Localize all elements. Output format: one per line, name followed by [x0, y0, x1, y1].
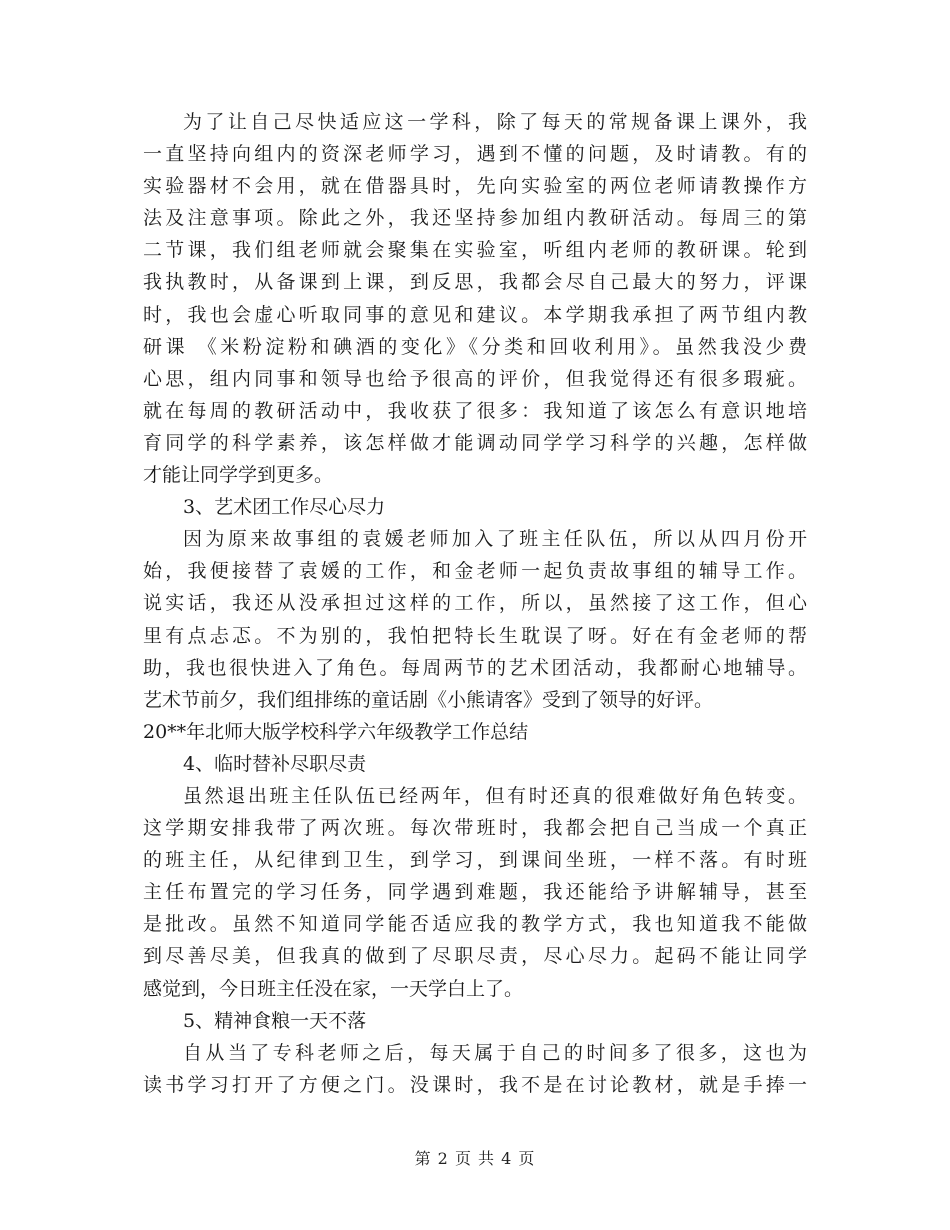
text-line: 虽然退出班主任队伍已经两年，但有时还真的很难做好角色转变。: [183, 784, 807, 807]
text-line: 二节课，我们组老师就会聚集在实验室，听组内老师的教研课。轮到: [143, 239, 807, 262]
text-line: 就在每周的教研活动中，我收获了很多：我知道了该怎么有意识地培: [143, 399, 807, 422]
text-line: 我执教时，从备课到上课，到反思，我都会尽自己最大的努力，评课: [143, 271, 807, 294]
text-line: 才能让同学学到更多。: [143, 464, 334, 487]
text-line: 育同学的科学素养，该怎样做才能调动同学学习科学的兴趣，怎样做: [143, 431, 807, 454]
text-line: 的班主任，从纪律到卫生，到学习，到课间坐班，一样不落。有时班: [143, 849, 807, 872]
text-line: 到尽善尽美，但我真的做到了尽职尽责，尽心尽力。起码不能让同学: [143, 945, 807, 968]
text-line: 是批改。虽然不知道同学能否适应我的教学方式，我也知道我不能做: [143, 913, 807, 936]
text-line: 始，我便接替了袁媛的工作，和金老师一起负责故事组的辅导工作。: [143, 560, 807, 583]
text-line: 研课 《米粉淀粉和碘酒的变化》《分类和回收利用》。虽然我没少费: [143, 335, 807, 358]
text-line: 一直坚持向组内的资深老师学习，遇到不懂的问题，及时请教。有的: [143, 143, 807, 166]
text-line: 说实话，我还从没承担过这样的工作，所以，虽然接了这工作，但心: [143, 592, 807, 615]
text-line: 心思，组内同事和领导也给予很高的评价，但我觉得还有很多瑕疵。: [143, 367, 807, 390]
text-line: 为了让自己尽快适应这一学科，除了每天的常规备课上课外，我: [183, 111, 807, 133]
text-line: 自从当了专科老师之后，每天属于自己的时间多了很多，这也为: [183, 1041, 807, 1064]
text-line: 主任布置完的学习任务，同学遇到难题，我还能给予讲解辅导，甚至: [143, 881, 807, 904]
section-heading: 4、临时替补尽职尽责: [183, 752, 367, 775]
page-number-footer: 第 2 页 共 4 页: [414, 1149, 536, 1168]
section-heading: 3、艺术团工作尽心尽力: [183, 496, 386, 519]
text-line: 感觉到，今日班主任没在家，一天学白上了。: [143, 977, 524, 1000]
text-line: 法及注意事项。除此之外，我还坚持参加组内教研活动。每周三的第: [143, 207, 807, 230]
text-line: 助，我也很快进入了角色。每周两节的艺术团活动，我都耐心地辅导。: [143, 656, 807, 679]
section-heading: 5、精神食粮一天不落: [183, 1009, 367, 1032]
text-line: 实验器材不会用，就在借器具时，先向实验室的两位老师请教操作方: [143, 175, 807, 198]
text-line: 里有点忐忑。不为别的，我怕把特长生耽误了呀。好在有金老师的帮: [143, 624, 807, 647]
document-title-line: 20**年北师大版学校科学六年级教学工作总结: [143, 720, 529, 743]
text-line: 时，我也会虚心听取同事的意见和建议。本学期我承担了两节组内教: [143, 303, 807, 326]
text-line: 读书学习打开了方便之门。没课时，我不是在讨论教材，就是手捧一: [143, 1073, 807, 1096]
text-line: 因为原来故事组的袁媛老师加入了班主任队伍，所以从四月份开: [183, 528, 807, 551]
text-line: 这学期安排我带了两次班。每次带班时，我都会把自己当成一个真正: [143, 817, 807, 840]
document-body: [143, 106, 807, 1101]
text-line: 艺术节前夕，我们组排练的童话剧《小熊请客》受到了领导的好评。: [143, 688, 714, 711]
